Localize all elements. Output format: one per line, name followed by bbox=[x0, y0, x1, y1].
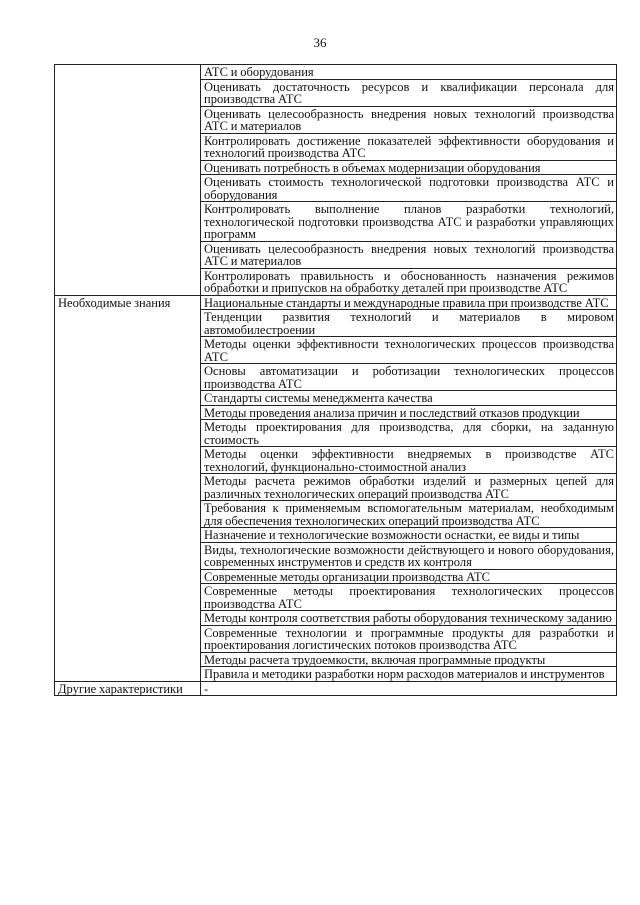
knowledge-item: Методы контроля соответствия работы оборудования техническому заданию bbox=[201, 611, 617, 626]
table-row bbox=[55, 65, 617, 80]
page-number: 36 bbox=[313, 35, 327, 50]
knowledge-item: Методы оценки эффективности внедряемых в производстве АТС технологий, функционально-стоимостной анализ bbox=[201, 447, 617, 474]
skill-item: Контролировать правильность и обоснованность назначения режимов обработки и припусков на обработку деталей при производстве АТС bbox=[201, 268, 617, 295]
skill-item: Оценивать целесообразность внедрения новых технологий производства АТС и материалов bbox=[201, 241, 617, 268]
skill-item: Оценивать потребность в объемах модернизации оборудования bbox=[201, 160, 617, 175]
section-label-knowledge: Необходимые знания bbox=[55, 295, 201, 681]
skill-item: Оценивать стоимость технологической подготовки производства АТС и оборудования bbox=[201, 175, 617, 202]
knowledge-item: Назначение и технологические возможности оснастки, ее виды и типы bbox=[201, 528, 617, 543]
skill-item: Контролировать выполнение планов разработки технологий, технологической подготовки производства АТС и разработки управляющих программ bbox=[201, 202, 617, 242]
other-value: - bbox=[201, 681, 617, 696]
knowledge-item: Современные методы организации производства АТС bbox=[201, 569, 617, 584]
knowledge-item: Основы автоматизации и роботизации технологических процессов производства АТС bbox=[201, 364, 617, 391]
knowledge-item: Правила и методики разработки норм расходов материалов и инструментов bbox=[201, 667, 617, 682]
section-label-other: Другие характеристики bbox=[55, 681, 201, 696]
section-label-empty bbox=[55, 65, 201, 296]
table-row bbox=[55, 681, 617, 696]
knowledge-item: Методы проектирования для производства, для сборки, на заданную стоимость bbox=[201, 420, 617, 447]
table-row bbox=[55, 295, 617, 310]
knowledge-item: Современные технологии и программные продукты для разработки и проектирования логистических потоков производства АТС bbox=[201, 625, 617, 652]
knowledge-item: Национальные стандарты и международные правила при производстве АТС bbox=[201, 295, 617, 310]
knowledge-item: Виды, технологические возможности действующего и нового оборудования, современных инструментов и средств их контроля bbox=[201, 542, 617, 569]
competency-table bbox=[54, 64, 617, 696]
knowledge-item: Современные методы проектирования технологических процессов производства АТС bbox=[201, 584, 617, 611]
knowledge-item: Методы расчета режимов обработки изделий и размерных цепей для различных технологических операций производства АТС bbox=[201, 474, 617, 501]
skill-item: Оценивать достаточность ресурсов и квалификации персонала для производства АТС bbox=[201, 79, 617, 106]
knowledge-item: Стандарты системы менеджмента качества bbox=[201, 391, 617, 406]
skill-item: Оценивать целесообразность внедрения новых технологий производства АТС и материалов bbox=[201, 106, 617, 133]
skill-item: Контролировать достижение показателей эффективности оборудования и технологий производства АТС bbox=[201, 133, 617, 160]
knowledge-item: Методы расчета трудоемкости, включая программные продукты bbox=[201, 652, 617, 667]
knowledge-item: Методы проведения анализа причин и последствий отказов продукции bbox=[201, 405, 617, 420]
knowledge-item: Требования к применяемым вспомогательным материалам, необходимым для обеспечения технологических операций производства АТС bbox=[201, 501, 617, 528]
skill-item: АТС и оборудования bbox=[201, 65, 617, 80]
knowledge-item: Методы оценки эффективности технологических процессов производства АТС bbox=[201, 337, 617, 364]
knowledge-item: Тенденции развития технологий и материалов в мировом автомобилестроении bbox=[201, 310, 617, 337]
